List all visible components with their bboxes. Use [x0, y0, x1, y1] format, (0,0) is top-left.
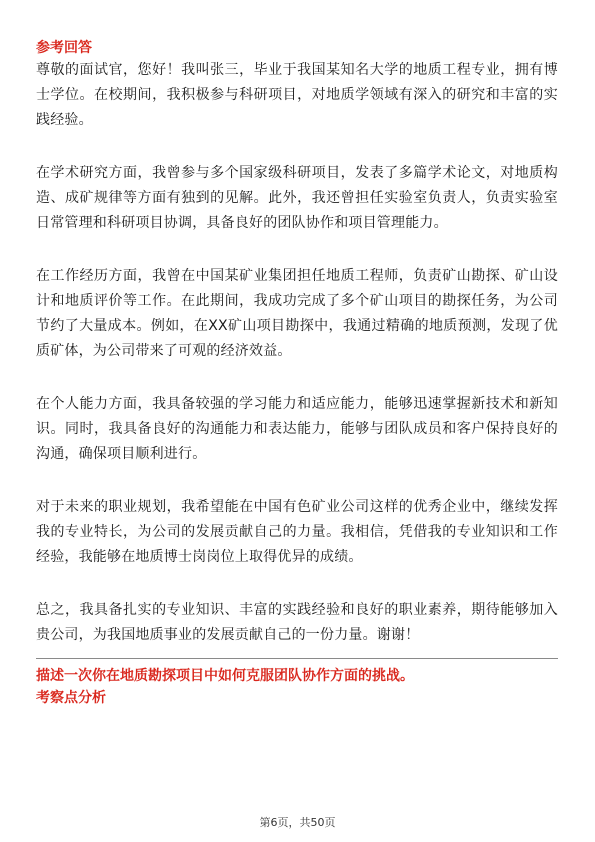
- next-question: 描述一次你在地质勘探项目中如何克服团队协作方面的挑战。: [36, 668, 414, 684]
- document-page: [36, 38, 558, 709]
- answer-paragraph-research: 在学术研究方面，我曾参与多个国家级科研项目，发表了多篇学术论文，对地质构造、成矿规律等方面有独到的见解。此外，我还曾担任实验室负责人，负责实验室日常管理和科研项目协调，具备良好的团队协作和项目管理能力。: [36, 165, 558, 231]
- page-footer: 第6页，共50页: [259, 816, 336, 829]
- analysis-heading: 考察点分析: [36, 690, 106, 706]
- answer-paragraph-abilities: 在个人能力方面，我具备较强的学习能力和适应能力，能够迅速掌握新技术和新知识。同时，我具备良好的沟通能力和表达能力，能够与团队成员和客户保持良好的沟通，确保项目顺利进行。: [36, 396, 558, 462]
- reference-answer-heading: 参考回答: [36, 40, 92, 56]
- answer-paragraph-intro: 尊敬的面试官，您好！我叫张三，毕业于我国某知名大学的地质工程专业，拥有博士学位。在校期间，我积极参与科研项目，对地质学领域有深入的研究和丰富的实践经验。: [36, 62, 558, 128]
- answer-paragraph-work: 在工作经历方面，我曾在中国某矿业集团担任地质工程师，负责矿山勘探、矿山设计和地质评价等工作。在此期间，我成功完成了多个矿山项目的勘探任务，为公司节约了大量成本。例如，在XX矿山项目勘探中，我通过精确的地质预测，发现了优质矿体，为公司带来了可观的经济效益。: [36, 268, 558, 359]
- paragraph-spacer: [36, 133, 558, 161]
- section-divider: [36, 658, 558, 659]
- paragraph-spacer: [36, 236, 558, 264]
- answer-paragraph-career: 对于未来的职业规划，我希望能在中国有色矿业公司这样的优秀企业中，继续发挥我的专业特长，为公司的发展贡献自己的力量。我相信，凭借我的专业知识和工作经验，我能够在地质博士岗岗位上取得优异的成绩。: [36, 499, 558, 565]
- paragraph-spacer: [36, 467, 558, 495]
- paragraph-spacer: [36, 570, 558, 598]
- paragraph-spacer: [36, 364, 558, 392]
- answer-paragraph-closing: 总之，我具备扎实的专业知识、丰富的实践经验和良好的职业素养，期待能够加入贵公司，为我国地质事业的发展贡献自己的一份力量。谢谢！: [36, 602, 558, 643]
